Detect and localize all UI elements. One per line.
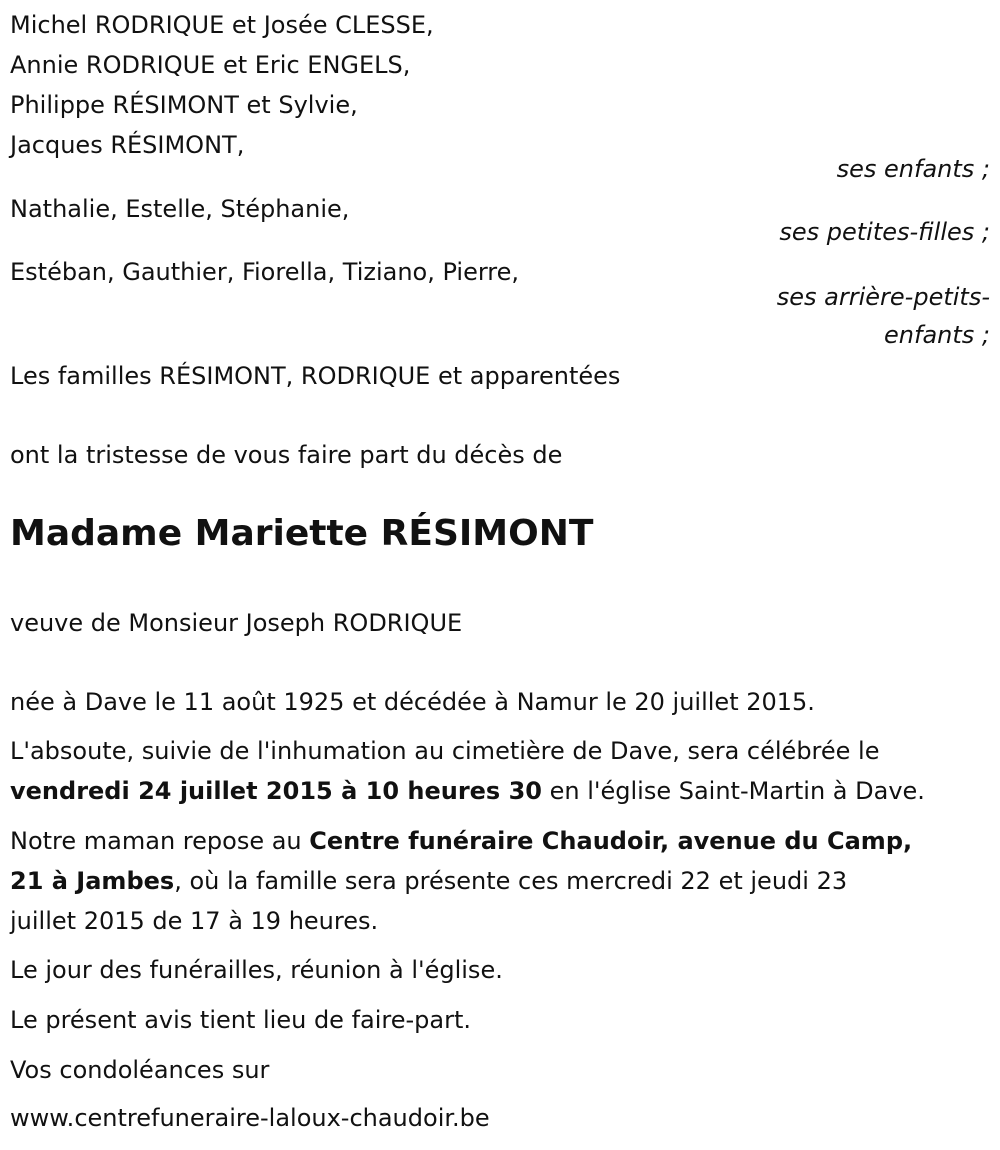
widow-of-line: veuve de Monsieur Joseph RODRIQUE [10, 609, 463, 637]
announcement-line: ont la tristesse de vous faire part du décès de [10, 441, 563, 469]
rest-prefix: Notre maman repose au [10, 827, 310, 855]
child-line-3: Philippe RÉSIMONT et Sylvie, [10, 91, 358, 119]
rest-line-2 [10, 869, 847, 893]
grandchildren-role: ses petites-filles ; [779, 218, 990, 246]
families-line: Les familles RÉSIMONT, RODRIQUE et apparentées [10, 362, 621, 390]
children-role: ses enfants ; [836, 155, 990, 183]
funeral-centre-city: 21 à Jambes [10, 867, 175, 895]
condolences-line: Vos condoléances sur [10, 1056, 270, 1084]
child-line-1: Michel RODRIQUE et Josée CLESSE, [10, 11, 434, 39]
child-line-2: Annie RODRIQUE et Eric ENGELS, [10, 51, 411, 79]
child-line-4: Jacques RÉSIMONT, [10, 131, 245, 159]
birth-death-line: née à Dave le 11 août 1925 et décédée à Namur le 20 juillet 2015. [10, 688, 815, 716]
notice-line: Le présent avis tient lieu de faire-part. [10, 1006, 472, 1034]
ceremony-place: en l'église Saint-Martin à Dave. [541, 777, 925, 805]
ceremony-date: vendredi 24 juillet 2015 à 10 heures 30 [10, 777, 542, 805]
grandchildren-line: Nathalie, Estelle, Stéphanie, [10, 195, 350, 223]
great-grandchildren-role-2: enfants ; [884, 321, 990, 349]
rest-line-3: juillet 2015 de 17 à 19 heures. [10, 907, 379, 935]
great-grandchildren-line: Estéban, Gauthier, Fiorella, Tiziano, Pierre, [10, 258, 520, 286]
funeral-meeting-line: Le jour des funérailles, réunion à l'église. [10, 956, 503, 984]
funeral-centre-address: Centre funéraire Chaudoir, avenue du Camp, [309, 827, 913, 855]
rest-line-1 [10, 829, 912, 853]
website-link[interactable]: www.centrefuneraire-laloux-chaudoir.be [10, 1104, 490, 1132]
ceremony-line-1: L'absoute, suivie de l'inhumation au cimetière de Dave, sera célébrée le [10, 737, 880, 765]
rest-suffix: , où la famille sera présente ces mercredi 22 et jeudi 23 [174, 867, 848, 895]
ceremony-line-2 [10, 779, 925, 803]
great-grandchildren-role-1: ses arrière-petits- [776, 283, 990, 311]
deceased-name: Madame Mariette RÉSIMONT [10, 513, 594, 554]
